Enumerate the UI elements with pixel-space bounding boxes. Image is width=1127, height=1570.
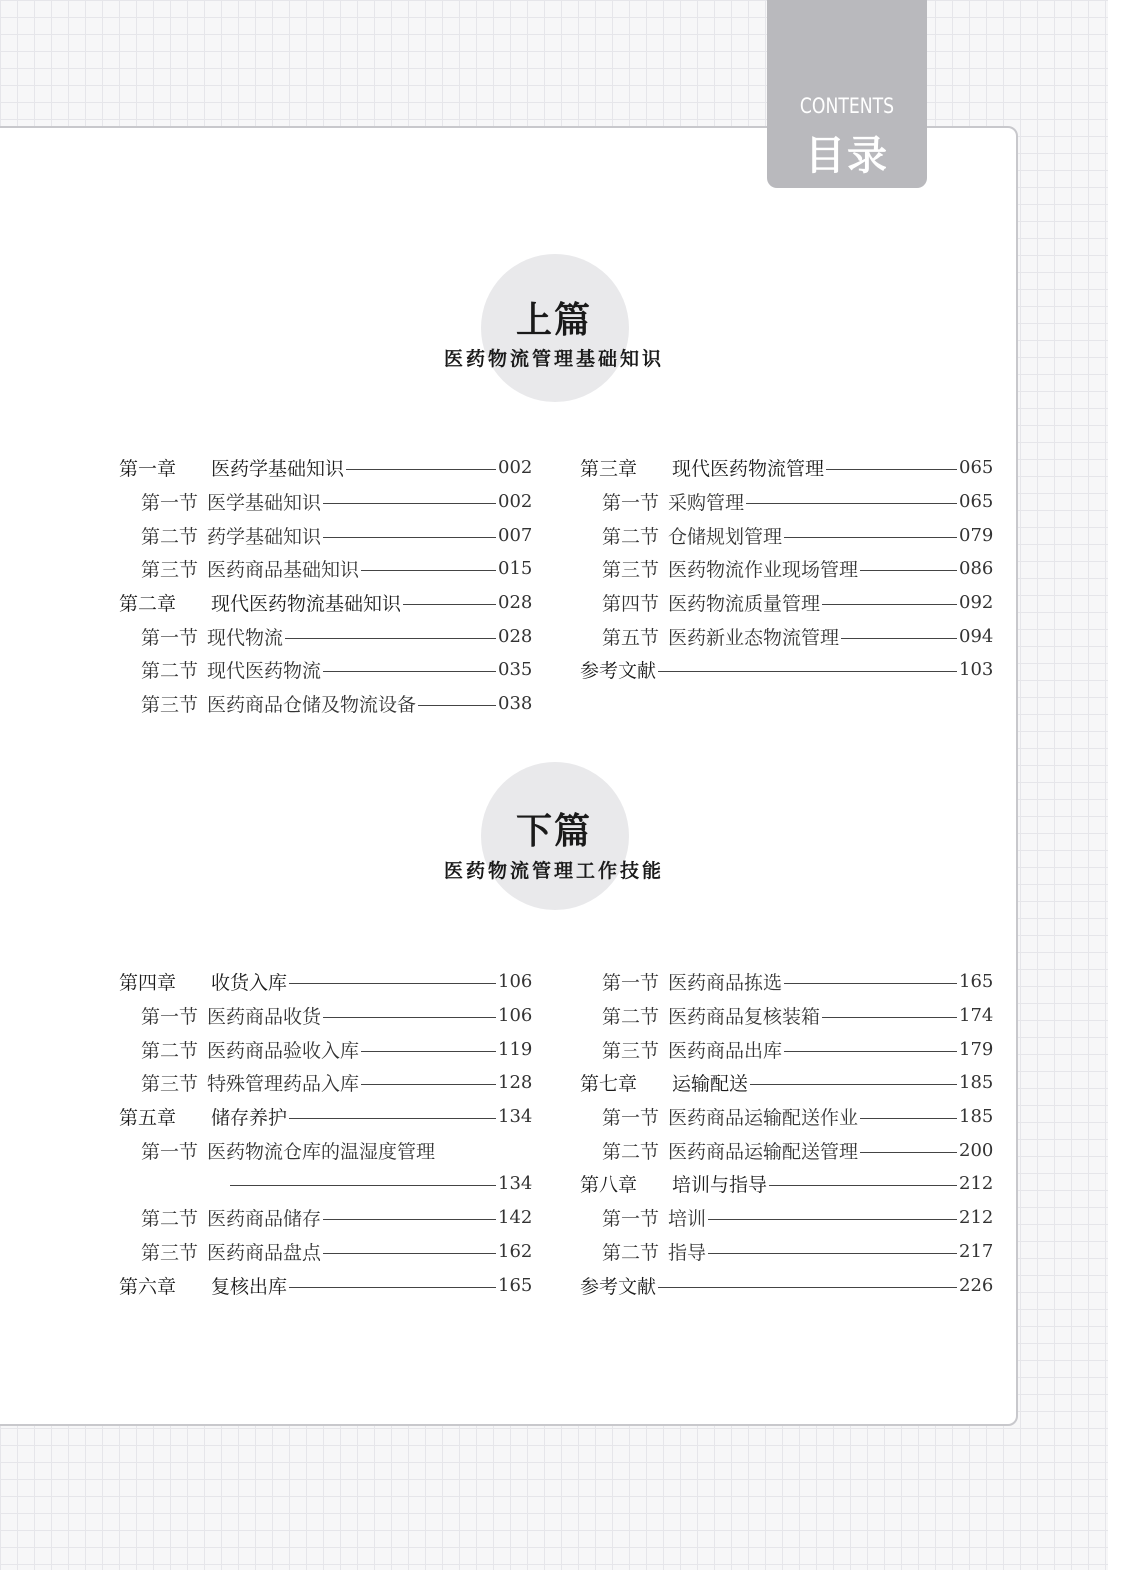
- toc-entry-number: 第二节: [141, 1039, 199, 1062]
- toc-page-number: 128: [498, 1072, 533, 1094]
- toc-entry-title: 运输配送: [672, 1073, 749, 1096]
- toc-entry-number: 第八章: [580, 1174, 638, 1197]
- toc-leader-line: [841, 638, 957, 639]
- part-1-title: 上篇: [515, 299, 592, 341]
- toc-page-number: 028: [498, 625, 533, 647]
- toc-leader-line: [323, 1219, 496, 1220]
- toc-leader-line: [361, 570, 496, 571]
- toc-leader-line: [784, 1051, 957, 1052]
- part-1-right-column: [580, 451, 994, 687]
- toc-leader-line: [658, 1287, 957, 1288]
- toc-entry-number: 第一节: [141, 626, 199, 649]
- toc-page-number: 134: [498, 1106, 533, 1128]
- toc-page-number: 174: [959, 1005, 994, 1027]
- toc-entry-title: 特殊管理药品入库: [207, 1073, 360, 1096]
- page-edge-strip: [1108, 0, 1127, 1570]
- toc-page-number: 185: [959, 1072, 994, 1094]
- toc-entry-number: 第一节: [602, 1107, 660, 1130]
- toc-page-number: 007: [498, 524, 533, 546]
- toc-section-entry[interactable]: [580, 965, 994, 999]
- toc-section-entry[interactable]: [580, 1133, 994, 1167]
- toc-leader-line: [822, 1017, 957, 1018]
- toc-leader-line: [822, 604, 957, 605]
- toc-leader-line: [285, 638, 496, 639]
- part-2-left-column: [119, 965, 533, 1302]
- toc-leader-line: [323, 1253, 496, 1254]
- toc-page-number: 119: [498, 1038, 533, 1060]
- toc-entry-title: 培训与指导: [672, 1174, 768, 1197]
- toc-leader-line: [289, 983, 496, 984]
- toc-leader-line: [323, 671, 496, 672]
- toc-leader-line: [826, 469, 957, 470]
- toc-page-number: 002: [498, 491, 533, 513]
- toc-leader-line: [860, 1152, 957, 1153]
- toc-entry-title: 采购管理: [668, 492, 745, 515]
- toc-entry-number: 第五章: [119, 1107, 177, 1130]
- toc-entry-title: 医药商品储存: [207, 1208, 322, 1231]
- toc-entry-title: 医药商品收货: [207, 1006, 322, 1029]
- toc-entry-number: 第一节: [141, 1140, 199, 1163]
- toc-entry-number: 第三节: [141, 559, 199, 582]
- toc-section-entry[interactable]: [119, 1235, 533, 1269]
- toc-entry-title: 医药学基础知识: [211, 458, 345, 481]
- toc-entry-title: 现代医药物流: [207, 660, 322, 683]
- toc-chapter-entry[interactable]: [580, 653, 994, 687]
- toc-leader-line: [403, 604, 496, 605]
- toc-entry-title: 医药商品仓储及物流设备: [207, 694, 417, 717]
- toc-leader-line: [418, 705, 496, 706]
- toc-page-number: 217: [959, 1240, 994, 1262]
- toc-leader-line: [769, 1185, 957, 1186]
- toc-page-number: 015: [498, 558, 533, 580]
- toc-page-number: 142: [498, 1207, 533, 1229]
- toc-page-number: 038: [498, 693, 533, 715]
- toc-entry-number: 第四节: [602, 593, 660, 616]
- toc-leader-line: [708, 1253, 957, 1254]
- toc-entry-number: 第二节: [602, 1241, 660, 1264]
- part-2-right-column: [580, 965, 994, 1302]
- toc-section-entry[interactable]: [119, 1032, 533, 1066]
- toc-entry-title: 医药物流仓库的温湿度管理: [207, 1140, 436, 1163]
- toc-entry-number: 第一章: [119, 458, 177, 481]
- toc-entry-title: 医药商品运输配送管理: [668, 1140, 859, 1163]
- toc-chapter-entry[interactable]: [119, 965, 533, 999]
- toc-chapter-entry[interactable]: [580, 1167, 994, 1201]
- toc-entry-title: 现代医药物流管理: [672, 458, 825, 481]
- toc-section-entry[interactable]: [119, 1066, 533, 1100]
- toc-section-entry[interactable]: [119, 687, 533, 721]
- tab-english-label: CONTENTS: [799, 94, 895, 118]
- part-1-subtitle: 医药物流管理基础知识: [443, 348, 664, 370]
- toc-chapter-entry[interactable]: [119, 586, 533, 620]
- toc-page-number: 200: [959, 1139, 994, 1161]
- toc-entry-title: 现代医药物流基础知识: [211, 593, 402, 616]
- toc-entry-title: 指导: [668, 1241, 707, 1264]
- toc-entry-title: 医药新业态物流管理: [668, 626, 840, 649]
- part-2-title: 下篇: [515, 810, 592, 852]
- toc-leader-line: [658, 671, 957, 672]
- part-1-left-column: [119, 451, 533, 721]
- toc-entry-number: 第六章: [119, 1275, 177, 1298]
- toc-entry-title: 培训: [668, 1208, 707, 1231]
- toc-entry-title: 医药商品验收入库: [207, 1039, 360, 1062]
- toc-entry-number: 第二节: [141, 1208, 199, 1231]
- toc-entry-number: 第三节: [141, 694, 199, 717]
- toc-section-entry[interactable]: [119, 518, 533, 552]
- tab-chinese-label: 目录: [805, 133, 889, 179]
- toc-section-entry[interactable]: [580, 999, 994, 1033]
- toc-entry-number: 第一节: [141, 492, 199, 515]
- toc-entry-number: 第三节: [141, 1073, 199, 1096]
- toc-entry-title: 医药物流质量管理: [668, 593, 821, 616]
- toc-page-number: 162: [498, 1240, 533, 1262]
- toc-leader-line: [230, 1185, 496, 1186]
- toc-entry-title: 收货入库: [211, 972, 288, 995]
- toc-leader-line: [323, 503, 496, 504]
- toc-section-entry[interactable]: [580, 1235, 994, 1269]
- toc-entry-number: 第一节: [141, 1006, 199, 1029]
- toc-page-number: 106: [498, 971, 533, 993]
- toc-entry-title: 药学基础知识: [207, 525, 322, 548]
- toc-chapter-entry[interactable]: [580, 1268, 994, 1302]
- toc-page-number: 079: [959, 524, 994, 546]
- toc-entry-title: 参考文献: [580, 660, 657, 683]
- toc-entry-number: 第二章: [119, 593, 177, 616]
- toc-leader-line: [361, 1084, 496, 1085]
- toc-entry-title: 医药物流作业现场管理: [668, 559, 859, 582]
- toc-leader-line: [784, 537, 957, 538]
- toc-section-entry[interactable]: [580, 1032, 994, 1066]
- toc-leader-line: [323, 537, 496, 538]
- toc-entry-title: 医药商品复核装箱: [668, 1006, 821, 1029]
- toc-entry-number: 第二节: [141, 525, 199, 548]
- toc-entry-title: 医药商品拣选: [668, 972, 783, 995]
- toc-section-entry[interactable]: [580, 1201, 994, 1235]
- toc-entry-number: 第一节: [602, 1208, 660, 1231]
- toc-entry-number: 第四章: [119, 972, 177, 995]
- toc-section-entry[interactable]: [119, 653, 533, 687]
- toc-leader-line: [289, 1287, 496, 1288]
- toc-entry-number: 第五节: [602, 626, 660, 649]
- toc-entry-title: 参考文献: [580, 1275, 657, 1298]
- toc-entry-number: 第二节: [141, 660, 199, 683]
- toc-section-entry[interactable]: [119, 485, 533, 519]
- toc-entry-title: 医学基础知识: [207, 492, 322, 515]
- toc-chapter-entry[interactable]: [580, 451, 994, 485]
- toc-section-entry[interactable]: [580, 619, 994, 653]
- toc-section-entry[interactable]: [119, 999, 533, 1033]
- toc-entry-title: 储存养护: [211, 1107, 288, 1130]
- toc-page-number: 134: [498, 1173, 533, 1195]
- toc-entry-number: 第二节: [602, 1140, 660, 1163]
- toc-page-number: 185: [959, 1106, 994, 1128]
- toc-section-entry[interactable]: [119, 1133, 530, 1167]
- toc-section-entry[interactable]: [580, 1100, 994, 1134]
- toc-entry-title: 医药商品盘点: [207, 1241, 322, 1264]
- toc-chapter-entry[interactable]: [119, 451, 533, 485]
- toc-entry-number: 第一节: [602, 972, 660, 995]
- toc-entry-number: 第二节: [602, 525, 660, 548]
- toc-page-number: 165: [959, 971, 994, 993]
- toc-section-entry[interactable]: [580, 586, 994, 620]
- toc-page-number: 065: [959, 457, 994, 479]
- toc-entry-number: 第二节: [602, 1006, 660, 1029]
- toc-leader-line: [361, 1051, 496, 1052]
- toc-entry-number: 第三节: [141, 1241, 199, 1264]
- contents-tab: [767, 0, 927, 188]
- toc-page-number: 179: [959, 1038, 994, 1060]
- toc-section-entry[interactable]: [119, 552, 533, 586]
- toc-entry-title: 医药商品基础知识: [207, 559, 360, 582]
- toc-page-number: 086: [959, 558, 994, 580]
- toc-entry-number: 第三节: [602, 559, 660, 582]
- toc-section-entry[interactable]: [119, 1201, 533, 1235]
- toc-chapter-entry[interactable]: [119, 1268, 533, 1302]
- toc-leader-line: [784, 983, 957, 984]
- toc-leader-line: [750, 1084, 957, 1085]
- toc-entry-number: 第一节: [602, 492, 660, 515]
- toc-entry-title: 医药商品运输配送作业: [668, 1107, 859, 1130]
- toc-page-number: 092: [959, 592, 994, 614]
- toc-leader-line: [289, 1118, 496, 1119]
- toc-entry-continuation[interactable]: [119, 1167, 533, 1201]
- toc-leader-line: [860, 1118, 957, 1119]
- toc-entry-number: 第三节: [602, 1039, 660, 1062]
- toc-page-number: 094: [959, 625, 994, 647]
- toc-leader-line: [708, 1219, 957, 1220]
- toc-page-number: 165: [498, 1274, 533, 1296]
- toc-leader-line: [746, 503, 957, 504]
- toc-leader-line: [346, 469, 496, 470]
- toc-chapter-entry[interactable]: [580, 1066, 994, 1100]
- toc-page-number: 103: [959, 659, 994, 681]
- toc-entry-title: 复核出库: [211, 1275, 288, 1298]
- toc-entry-title: 仓储规划管理: [668, 525, 783, 548]
- toc-page-number: 212: [959, 1173, 994, 1195]
- toc-entry-number: 第七章: [580, 1073, 638, 1096]
- toc-entry-title: 医药商品出库: [668, 1039, 783, 1062]
- toc-leader-line: [323, 1017, 496, 1018]
- toc-page-number: 035: [498, 659, 533, 681]
- toc-page-number: 106: [498, 1005, 533, 1027]
- toc-entry-title: 现代物流: [207, 626, 284, 649]
- toc-page-number: 065: [959, 491, 994, 513]
- toc-page-number: 028: [498, 592, 533, 614]
- part-2-subtitle: 医药物流管理工作技能: [443, 860, 664, 882]
- toc-page-number: 212: [959, 1207, 994, 1229]
- toc-chapter-entry[interactable]: [119, 1100, 533, 1134]
- toc-entry-number: 第三章: [580, 458, 638, 481]
- toc-section-entry[interactable]: [580, 485, 994, 519]
- toc-section-entry[interactable]: [580, 518, 994, 552]
- toc-section-entry[interactable]: [580, 552, 994, 586]
- toc-leader-line: [860, 570, 957, 571]
- toc-page-number: 002: [498, 457, 533, 479]
- toc-section-entry[interactable]: [119, 619, 533, 653]
- toc-page-number: 226: [959, 1274, 994, 1296]
